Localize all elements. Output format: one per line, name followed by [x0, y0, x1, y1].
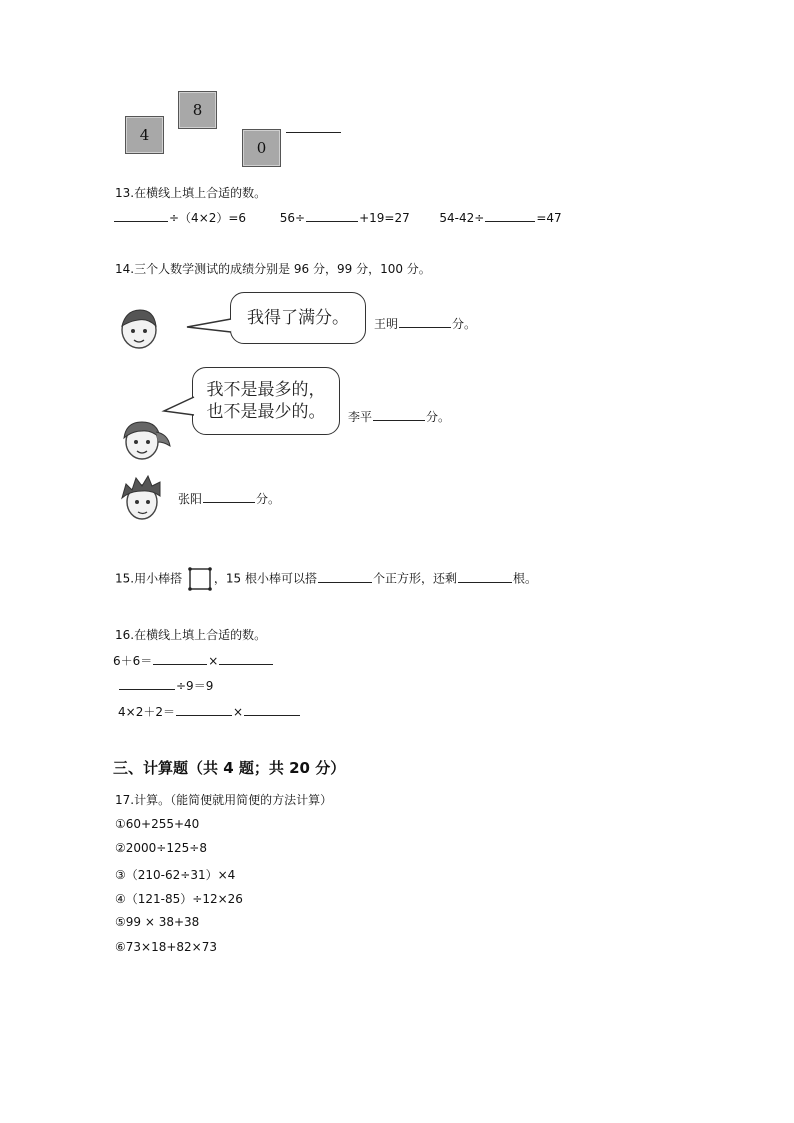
q16-times-1: × [208, 654, 219, 668]
q16-line3a: 4×2＋2＝ [118, 705, 175, 719]
q15-suffix: 根。 [513, 571, 538, 586]
q17-item-expr: 73×18+82×73 [125, 940, 218, 954]
q16-blank-5[interactable] [244, 703, 300, 716]
q16-title: 16.在横线上填上合适的数。 [115, 628, 267, 642]
q17-item-expr: 99 × 38+38 [125, 915, 200, 929]
q17-item-3 [115, 866, 235, 883]
q17-item-1 [115, 817, 199, 831]
q14-title: 14.三个人数学测试的成绩分别是 96 分，99 分，100 分。 [115, 262, 431, 276]
answer-blank[interactable] [286, 132, 341, 133]
bubble1-text: 我得了满分。 [247, 308, 349, 328]
q16-blank-1[interactable] [153, 652, 207, 665]
q13-part2b: +19=27 [359, 211, 410, 225]
q16-blank-2[interactable] [219, 652, 273, 665]
q15-middle2: 个正方形，还剩 [373, 571, 458, 586]
q16-line-3 [118, 703, 301, 720]
q16-blank-3[interactable] [119, 677, 175, 690]
q17-item-6 [115, 940, 217, 954]
boy-zhangyang-illustration [116, 472, 168, 526]
q14-blank-3[interactable] [203, 490, 255, 503]
name-zhangyang: 张阳 [178, 492, 203, 506]
q17-item-num: ③ [115, 868, 126, 882]
q14-wangming-answer [374, 315, 476, 332]
name-wangming: 王明 [374, 317, 399, 331]
q15-middle: ，15 根小棒可以搭 [213, 571, 318, 586]
q14-zhangyang-answer [178, 490, 280, 507]
q13-title: 13.在横线上填上合适的数。 [115, 186, 267, 200]
q17-item-num: ② [115, 841, 126, 855]
q13-blank-2[interactable] [306, 209, 358, 222]
q16-line-1 [113, 652, 274, 669]
q13-part3b: =47 [536, 211, 562, 225]
q13-blank-3[interactable] [485, 209, 535, 222]
unit-2: 分。 [426, 410, 451, 424]
number-card-8: 8 [178, 91, 217, 129]
q17-item-num: ⑥ [115, 940, 126, 954]
q14-blank-1[interactable] [399, 315, 451, 328]
q15-blank-2[interactable] [458, 570, 512, 583]
name-liping: 李平 [348, 410, 373, 424]
q13-blank-1[interactable] [114, 209, 168, 222]
unit-3: 分。 [256, 492, 281, 506]
q13-part2a: 56÷ [279, 211, 306, 225]
q15-blank-1[interactable] [318, 570, 372, 583]
q16-times-2: × [232, 705, 244, 719]
q15-prefix: 15.用小棒搭 [115, 571, 183, 586]
q17-item-num: ⑤ [115, 915, 126, 929]
q14-liping-answer [348, 408, 450, 425]
bubble2-tail [163, 396, 195, 418]
q17-item-5 [115, 915, 199, 929]
speech-bubble-2 [192, 367, 340, 435]
q16-line1a: 6＋6＝ [113, 654, 153, 668]
q13-equations [113, 209, 562, 226]
girl-liping-illustration [116, 412, 174, 464]
bubble2-line1: 我不是最多的， [206, 380, 326, 400]
number-card-4: 4 [125, 116, 164, 154]
q13-part3a: 54-42÷ [439, 211, 485, 225]
square-sticks-icon [188, 567, 212, 591]
boy-wangming-illustration [118, 304, 160, 352]
q17-item-expr: 60+255+40 [125, 817, 200, 831]
q17-title: 17.计算。（能简便就用简便的方法计算） [115, 793, 333, 807]
q13-part1: ÷（4×2）=6 [169, 211, 247, 225]
q17-item-expr: 2000÷125÷8 [125, 841, 207, 855]
q17-item-num: ① [115, 817, 126, 831]
q17-item-expr: （210-62÷31）×4 [125, 868, 236, 882]
q17-item-num: ④ [115, 892, 126, 906]
bubble1-tail [186, 318, 232, 334]
q15-line [115, 567, 537, 591]
section-3-heading: 三、计算题（共 4 题；共 20 分） [113, 759, 346, 777]
unit-1: 分。 [452, 317, 477, 331]
q17-item-expr: （121-85）÷12×26 [125, 892, 243, 906]
q16-line2b: ÷9＝9 [176, 679, 214, 693]
q16-line-2 [118, 677, 213, 694]
q16-blank-4[interactable] [176, 703, 232, 716]
q14-blank-2[interactable] [373, 408, 425, 421]
speech-bubble-1 [230, 292, 366, 344]
bubble2-line2: 也不是最少的。 [206, 402, 326, 422]
number-card-0: 0 [242, 129, 281, 167]
q17-item-2 [115, 841, 207, 855]
q17-item-4 [115, 890, 243, 907]
